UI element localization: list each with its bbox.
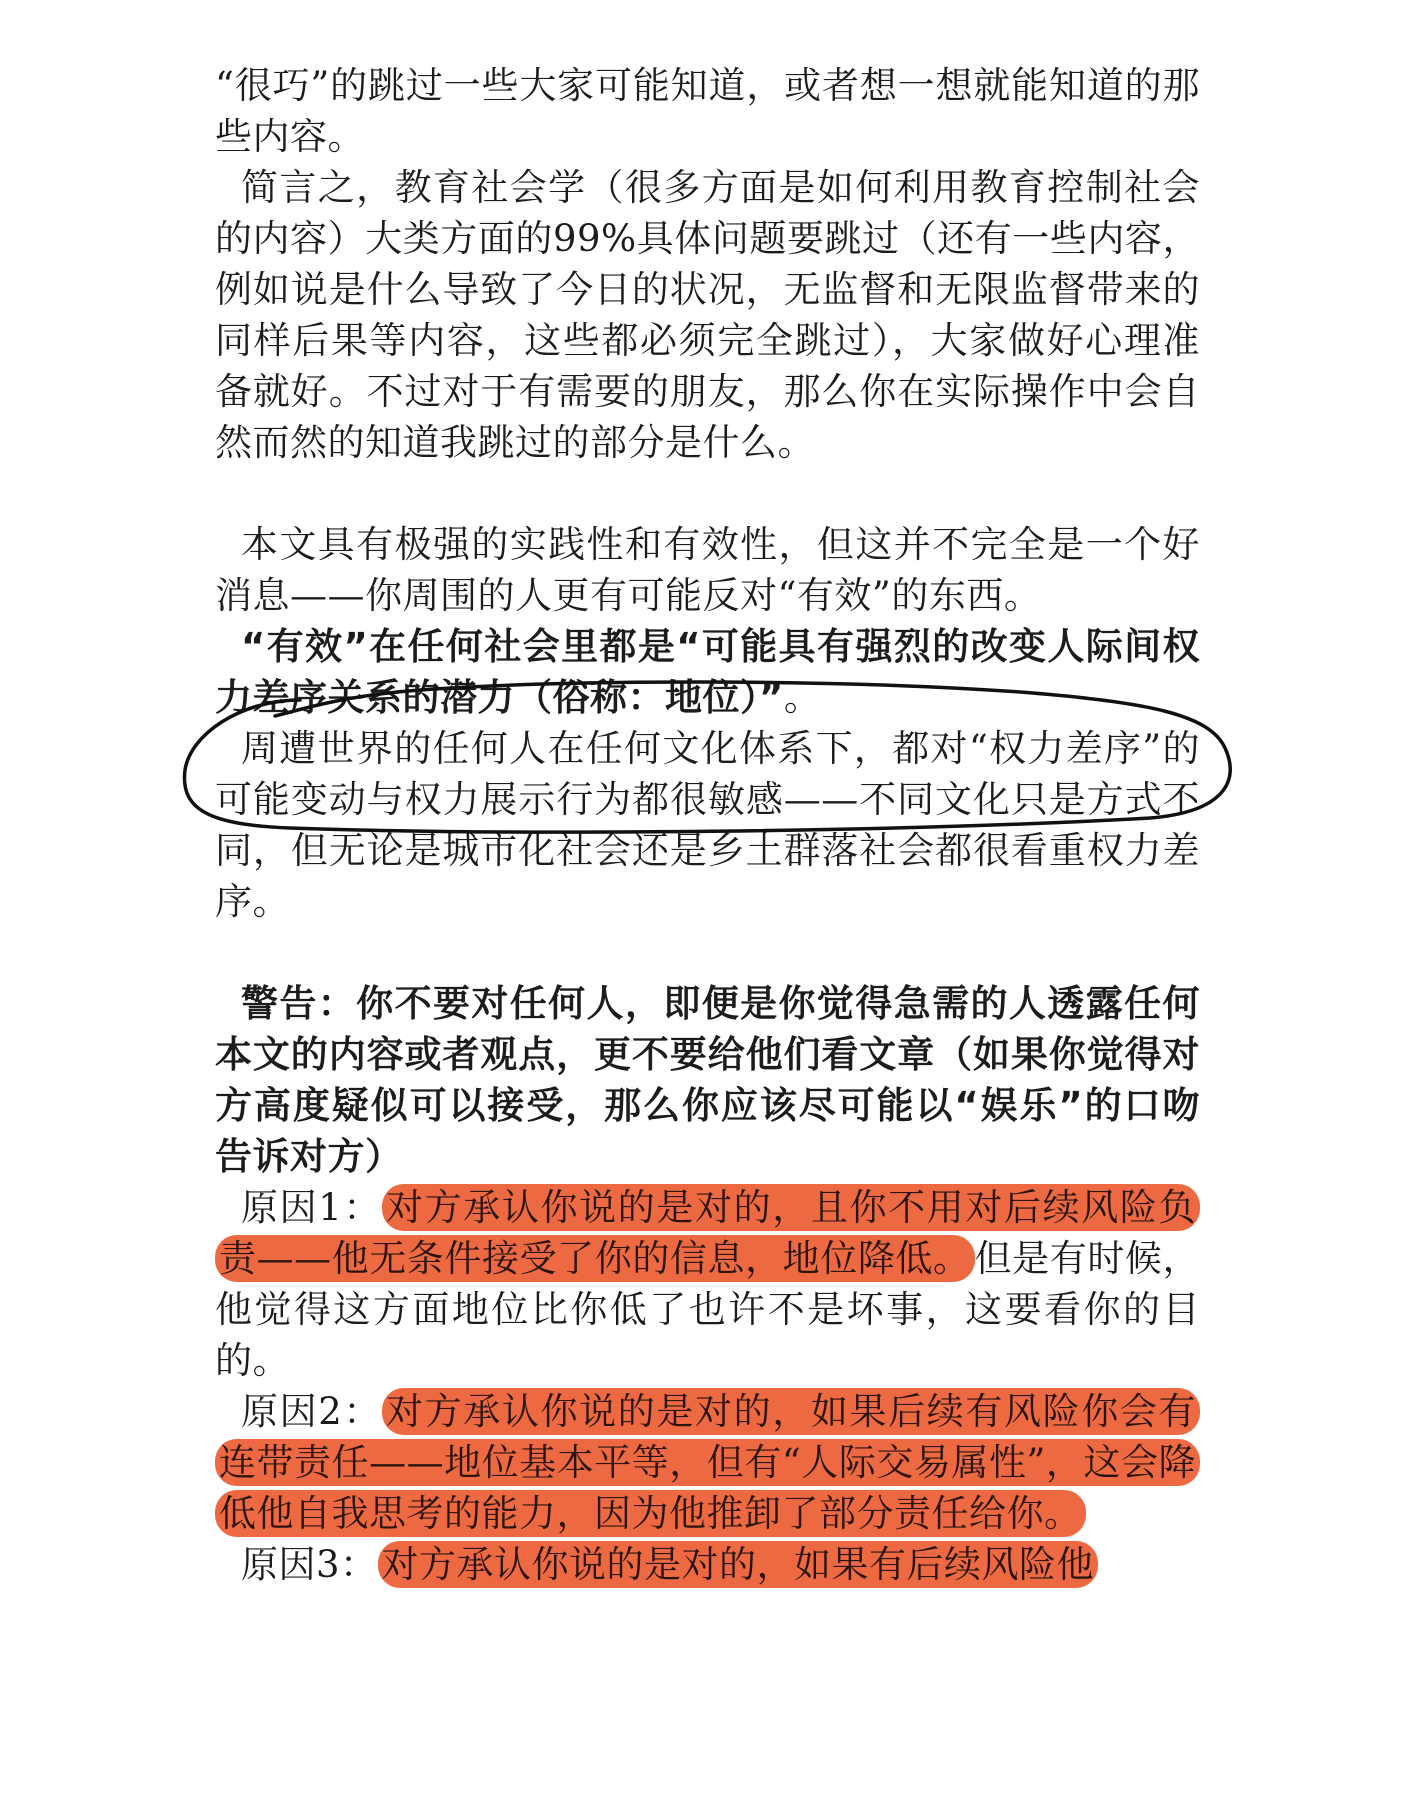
reason-2-label: 原因2：: [241, 1390, 383, 1433]
reason-1-highlight: 对方承认你说的是对的，且你不用对后续风险负责——他无条件接受了你的信息，地位降低。: [215, 1184, 1200, 1282]
effective-definition-bold: “有效”在任何社会里都是“可能具有强烈的改变人际间权力差序关系的潜力（俗称：地位）”: [215, 625, 1200, 719]
paragraph-practicality: 本文具有极强的实践性和有效性，但这并不完全是一个好消息——你周围的人更有可能反对“有效”的东西。: [215, 523, 1200, 617]
paragraph-gap: [215, 468, 1200, 519]
reason-3-highlight: 对方承认你说的是对的，如果有后续风险他: [378, 1541, 1099, 1588]
effective-definition-tail: 。: [783, 676, 822, 719]
paragraph-summary: 简言之，教育社会学（很多方面是如何利用教育控制社会的内容）大类方面的99%具体问题要跳过（还有一些内容，例如说是什么导致了今日的状况，无监督和无限监督带来的同样后果等内容，这些都必须完全跳过），大家做好心理准备就好。不过对于有需要的朋友，那么你在实际操作中会自然而然的知道我跳过的部分是什么。: [215, 166, 1200, 464]
reason-3: [215, 1539, 1200, 1590]
paragraph-gap: [215, 927, 1200, 978]
paragraph-effective-definition: [215, 621, 1200, 723]
reason-2-highlight: 对方承认你说的是对的，如果后续有风险你会有连带责任——地位基本平等，但有“人际交易属性”，这会降低他自我思考的能力，因为他推卸了部分责任给你。: [215, 1388, 1200, 1537]
reason-1-rest: 但是有时候，他觉得这方面地位比你低了也许不是坏事，这要看你的目的。: [215, 1237, 1201, 1382]
paragraph-power-order: 周遭世界的任何人在任何文化体系下，都对“权力差序”的可能变动与权力展示行为都很敏感——不同文化只是方式不同，但无论是城市化社会还是乡土群落社会都很看重权力差序。: [215, 727, 1200, 923]
reason-2: [215, 1386, 1200, 1539]
reason-1: [215, 1182, 1200, 1386]
paragraph-intro: “很巧”的跳过一些大家可能知道，或者想一想就能知道的那些内容。: [215, 64, 1200, 158]
reason-1-label: 原因1：: [241, 1186, 383, 1229]
warning-paragraph: 警告：你不要对任何人，即便是你觉得急需的人透露任何本文的内容或者观点，更不要给他们看文章（如果你觉得对方高度疑似可以接受，那么你应该尽可能以“娱乐”的口吻告诉对方）: [215, 982, 1200, 1178]
reason-3-label: 原因3：: [241, 1543, 378, 1586]
document-page: [215, 60, 1200, 1590]
